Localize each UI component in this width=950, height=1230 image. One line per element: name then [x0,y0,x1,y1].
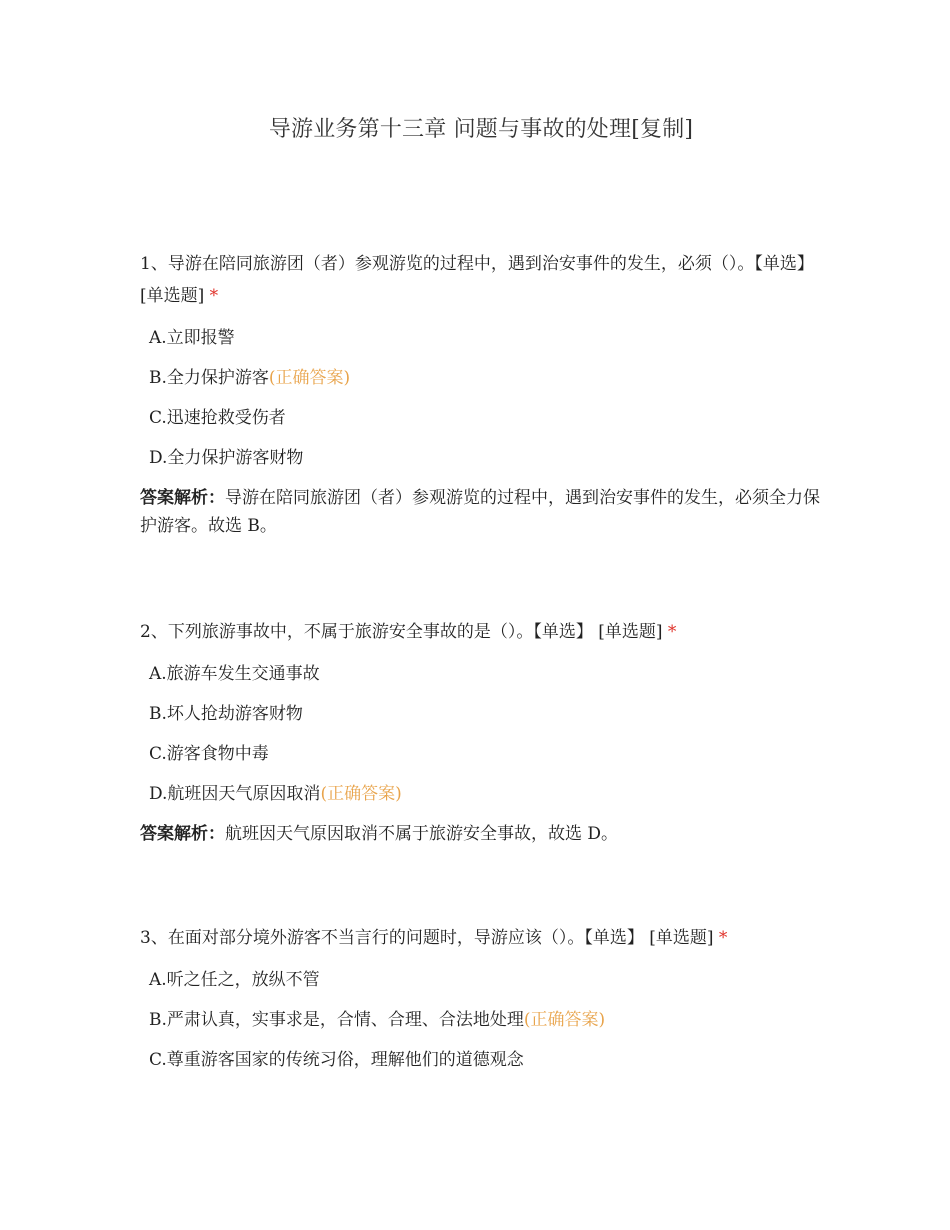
option-list [140,318,820,478]
option-d[interactable] [149,438,820,478]
option-a[interactable] [149,654,820,694]
analysis-label: 答案解析： [140,824,225,844]
question-stem [140,616,820,648]
option-text: B.坏人抢劫游客财物 [149,704,303,724]
question-number: 2、 [140,622,168,642]
question-3 [140,922,820,1080]
analysis-text: 航班因天气原因取消不属于旅游安全事故，故选 D。 [225,824,619,844]
option-c[interactable] [149,1040,820,1080]
required-mark: * [718,928,728,948]
question-text: 下列旅游事故中，不属于旅游安全事故的是（）。【单选】 [单选题] [167,622,663,642]
option-c[interactable] [149,398,820,438]
page-title: 导游业务第十三章 问题与事故的处理[复制] [268,117,694,142]
option-a[interactable] [149,960,820,1000]
analysis-label: 答案解析： [140,488,225,508]
option-text: C.迅速抢救受伤者 [149,408,286,428]
option-text: D.航班因天气原因取消 [149,784,321,804]
question-number: 1、 [140,254,168,274]
question-text: 在面对部分境外游客不当言行的问题时，导游应该（）。【单选】 [单选题] [167,928,714,948]
option-text: A.旅游车发生交通事故 [149,664,320,684]
analysis-text: 导游在陪同旅游团（者）参观游览的过程中，遇到治安事件的发生，必须全力保护游客。故选 B。 [140,488,820,536]
correct-answer-label: (正确答案) [523,1010,606,1030]
question-stem [140,248,820,312]
option-text: A.听之任之，放纵不管 [149,970,320,990]
correct-answer-label: (正确答案) [320,784,402,804]
answer-analysis [140,484,820,540]
required-mark: * [667,622,677,642]
option-b[interactable] [149,1000,820,1040]
correct-answer-label: (正确答案) [268,368,351,388]
option-list [140,960,820,1080]
option-text: C.尊重游客国家的传统习俗，理解他们的道德观念 [149,1050,524,1070]
question-2 [140,616,820,848]
required-mark: * [209,286,219,306]
question-number: 3、 [140,928,168,948]
option-a[interactable] [149,318,820,358]
option-text: B.严肃认真，实事求是，合情、合理、合法地处理 [149,1010,524,1030]
option-text: A.立即报警 [149,328,235,348]
option-d[interactable] [149,774,820,814]
option-text: B.全力保护游客 [149,368,269,388]
option-b[interactable] [149,358,820,398]
question-1 [140,248,820,540]
option-c[interactable] [149,734,820,774]
question-text: 导游在陪同旅游团（者）参观游览的过程中，遇到治安事件的发生，必须（）。【单选】 [单选题] [140,254,814,306]
option-text: C.游客食物中毒 [149,744,269,764]
option-list [140,654,820,814]
question-stem [140,922,820,954]
option-text: D.全力保护游客财物 [149,448,304,468]
answer-analysis [140,820,820,848]
option-b[interactable] [149,694,820,734]
